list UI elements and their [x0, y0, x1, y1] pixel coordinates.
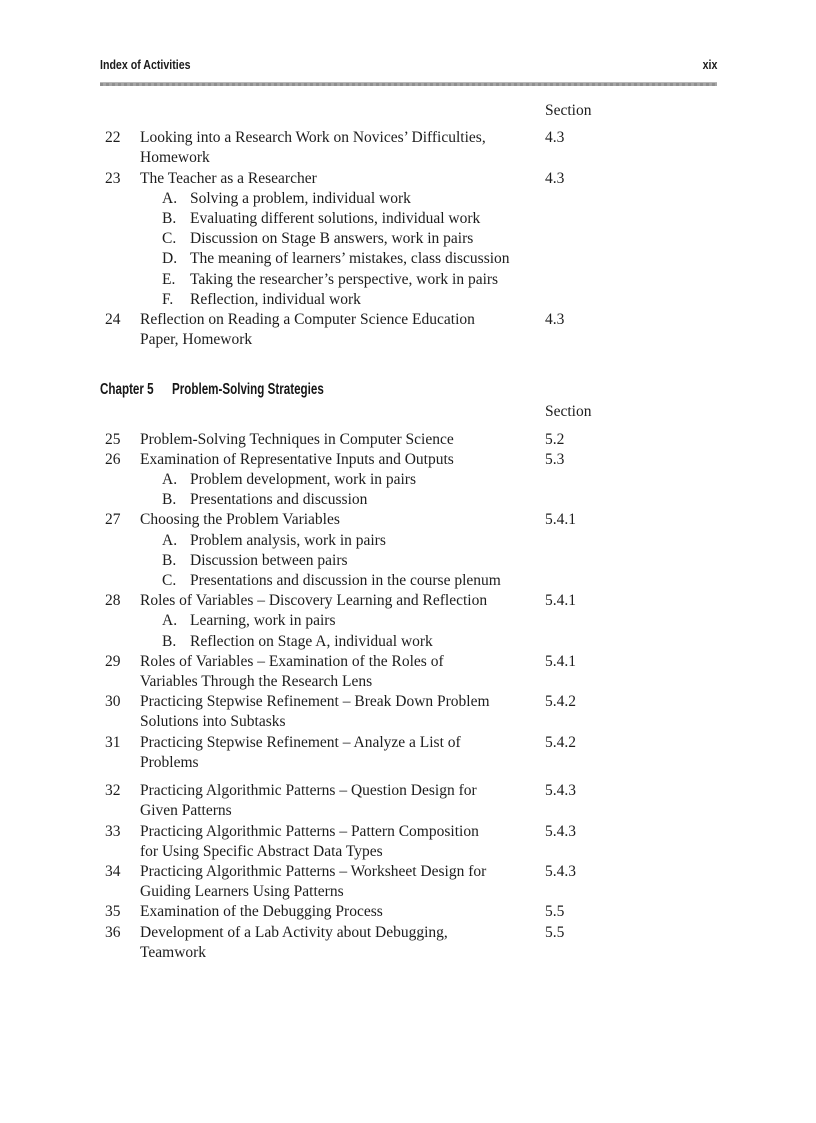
activity-section-number: 4.3 [545, 129, 565, 147]
activity-subitem [162, 632, 545, 652]
activity-title-line: Homework [140, 149, 210, 167]
subitem-text: Evaluating different solutions, individual work [190, 210, 481, 228]
subitem-text: Solving a problem, individual work [190, 189, 411, 207]
activity-title [140, 902, 545, 922]
subitem-letter: A. [162, 471, 178, 489]
activity-subitem [162, 229, 545, 249]
activity-title [140, 652, 545, 692]
activity-title [140, 169, 545, 310]
header-rule [100, 82, 717, 86]
subitem-text: Taking the researcher’s perspective, work in pairs [190, 270, 499, 288]
subitem-letter: C. [162, 572, 177, 590]
activity-section-number: 5.5 [545, 923, 565, 941]
activity-title [140, 591, 545, 652]
activity-section-number: 5.4.2 [545, 693, 576, 711]
activity-item [105, 822, 717, 862]
activity-number: 32 [105, 782, 121, 800]
chapter-heading [100, 380, 717, 400]
subitem-text: Presentations and discussion [190, 491, 368, 509]
activity-item [105, 310, 717, 350]
activity-section-number: 5.4.3 [545, 782, 576, 800]
activity-title-line: Reflection on Reading a Computer Science Education [140, 311, 475, 329]
activity-number: 24 [105, 311, 121, 329]
index-content [100, 101, 717, 963]
activity-title-line: Given Patterns [140, 802, 232, 820]
activity-list [105, 430, 717, 963]
activity-item [105, 692, 717, 732]
section-column-header: Section [545, 102, 592, 119]
activity-number: 36 [105, 923, 121, 941]
activity-title [140, 781, 545, 821]
subitem-letter: A. [162, 612, 178, 630]
activity-title-line: Practicing Stepwise Refinement – Analyze a List of [140, 733, 461, 751]
activity-title [140, 510, 545, 591]
subitem-text: Discussion on Stage B answers, work in pairs [190, 230, 474, 248]
subitem-letter: D. [162, 250, 178, 268]
subitem-letter: B. [162, 210, 177, 228]
activity-item [105, 923, 717, 963]
subitem-letter: B. [162, 632, 177, 650]
activity-item [105, 862, 717, 902]
subitem-text: Learning, work in pairs [190, 612, 336, 630]
activity-list [105, 128, 717, 350]
section-column-header: Section [545, 403, 592, 421]
activity-title-line: Choosing the Problem Variables [140, 511, 340, 529]
activity-subitem [162, 209, 545, 229]
activity-item [105, 902, 717, 922]
activity-title-line: Roles of Variables – Examination of the Roles of [140, 652, 444, 670]
activity-subitem [162, 531, 545, 551]
activity-subitem [162, 551, 545, 571]
activity-section-number: 5.4.1 [545, 592, 576, 610]
activity-section-number: 5.5 [545, 903, 565, 921]
activity-subitem [162, 611, 545, 631]
subitem-text: The meaning of learners’ mistakes, class discussion [190, 250, 510, 268]
activity-section-number: 5.4.1 [545, 511, 576, 529]
activity-title-line: Examination of the Debugging Process [140, 903, 383, 921]
subitem-letter: A. [162, 189, 178, 207]
chapter-label: Chapter 5 [100, 381, 154, 399]
chapter-title: Problem-Solving Strategies [172, 381, 324, 399]
activity-subitem [162, 490, 545, 510]
activity-title-line: Solutions into Subtasks [140, 713, 286, 731]
activity-section-number: 4.3 [545, 169, 565, 187]
activity-title-line: Practicing Algorithmic Patterns – Worksheet Design for [140, 862, 487, 880]
activity-number: 27 [105, 511, 121, 529]
activity-item [105, 733, 717, 773]
activity-subitem [162, 470, 545, 490]
activity-item [105, 430, 717, 450]
activity-number: 31 [105, 733, 121, 751]
activity-title [140, 862, 545, 902]
activity-title-line: Looking into a Research Work on Novices’ Difficulties, [140, 129, 486, 147]
activity-subitem [162, 270, 545, 290]
subitem-letter: F. [162, 290, 174, 308]
running-head-title: Index of Activities [100, 58, 191, 72]
activity-title-line: Roles of Variables – Discovery Learning and Reflection [140, 592, 488, 610]
activity-number: 29 [105, 652, 121, 670]
activity-section-number: 4.3 [545, 311, 565, 329]
subitem-text: Reflection on Stage A, individual work [190, 632, 433, 650]
activity-subitem [162, 290, 545, 310]
activity-number: 30 [105, 693, 121, 711]
activity-title-line: Paper, Homework [140, 331, 253, 349]
subitem-text: Reflection, individual work [190, 290, 361, 308]
activity-number: 26 [105, 450, 121, 468]
activity-subitem [162, 249, 545, 269]
activity-title-line: for Using Specific Abstract Data Types [140, 842, 383, 860]
activity-number: 28 [105, 592, 121, 610]
page-number: xix [702, 58, 717, 72]
activity-number: 35 [105, 903, 121, 921]
subitem-letter: C. [162, 230, 177, 248]
activity-title-line: Teamwork [140, 943, 207, 961]
activity-section-number: 5.4.1 [545, 652, 576, 670]
activity-subitem [162, 571, 545, 591]
activity-title [140, 733, 545, 773]
activity-number: 22 [105, 129, 121, 147]
subitem-text: Problem development, work in pairs [190, 471, 416, 489]
activity-item [105, 781, 717, 821]
activity-title [140, 822, 545, 862]
subitem-text: Problem analysis, work in pairs [190, 531, 386, 549]
activity-item [105, 591, 717, 652]
activity-title [140, 430, 545, 450]
activity-item [105, 510, 717, 591]
activity-title-line: Practicing Algorithmic Patterns – Pattern Composition [140, 822, 479, 840]
subitem-letter: B. [162, 491, 177, 509]
page-header [100, 57, 717, 73]
subitem-letter: E. [162, 270, 176, 288]
activity-title-line: Practicing Algorithmic Patterns – Question Design for [140, 782, 477, 800]
subitem-text: Discussion between pairs [190, 551, 348, 569]
activity-title-line: The Teacher as a Researcher [140, 169, 317, 187]
activity-subitem [162, 189, 545, 209]
subitem-text: Presentations and discussion in the course plenum [190, 572, 501, 590]
activity-title-line: Problems [140, 753, 199, 771]
activity-section-number: 5.2 [545, 430, 565, 448]
activity-title [140, 450, 545, 511]
activity-item [105, 169, 717, 310]
activity-number: 23 [105, 169, 121, 187]
activity-item [105, 652, 717, 692]
activity-section-number: 5.3 [545, 450, 565, 468]
activity-section-number: 5.4.2 [545, 733, 576, 751]
activity-title [140, 692, 545, 732]
activity-number: 34 [105, 862, 121, 880]
activity-title-line: Variables Through the Research Lens [140, 673, 373, 691]
activity-item [105, 450, 717, 511]
activity-title [140, 923, 545, 963]
activity-title-line: Problem-Solving Techniques in Computer Science [140, 430, 454, 448]
activity-number: 25 [105, 430, 121, 448]
activity-item [105, 128, 717, 168]
activity-number: 33 [105, 822, 121, 840]
activity-title-line: Development of a Lab Activity about Debugging, [140, 923, 448, 941]
subitem-letter: A. [162, 531, 178, 549]
activity-title-line: Practicing Stepwise Refinement – Break Down Problem [140, 693, 490, 711]
activity-section-number: 5.4.3 [545, 822, 576, 840]
subitem-letter: B. [162, 551, 177, 569]
activity-title [140, 128, 545, 168]
activity-title-line: Examination of Representative Inputs and Outputs [140, 450, 454, 468]
activity-title [140, 310, 545, 350]
activity-section-number: 5.4.3 [545, 862, 576, 880]
activity-title-line: Guiding Learners Using Patterns [140, 883, 344, 901]
